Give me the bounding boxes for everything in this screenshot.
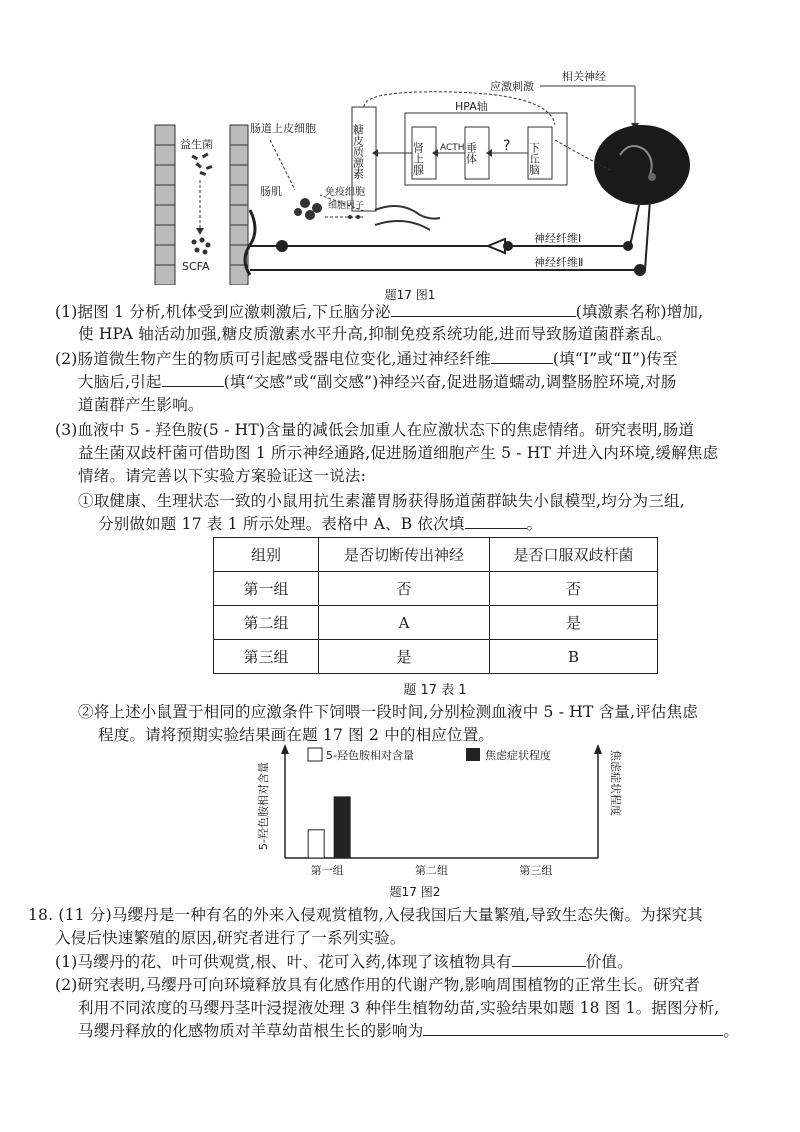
table-17-1: [213, 537, 658, 674]
q18-line2: 入侵后快速繁殖的原因,研究者进行了一系列实验。: [55, 929, 406, 947]
cytokine-label: 细胞因子: [328, 201, 365, 211]
table-header-row: [214, 538, 658, 572]
figure-1-caption: 题17 图1: [384, 288, 436, 302]
bar-anxiety: [334, 797, 350, 858]
epithelium-label: 肠道上皮细胞: [250, 122, 316, 135]
scfa-label: SCFA: [182, 260, 210, 273]
blank-ab[interactable]: [465, 512, 527, 529]
table-row: [214, 640, 658, 674]
cortisol-label: 糖皮质激素: [351, 124, 365, 179]
hypothalamus-label: 下丘脑: [527, 142, 541, 175]
table-caption: 题 17 表 1: [403, 683, 467, 698]
blank-value[interactable]: [512, 950, 586, 967]
y-axis-right-label: 焦虑症状程度: [609, 750, 622, 816]
probiotics-cluster: [191, 153, 212, 176]
legend-label-serotonin: 5-羟色胺相对含量: [326, 749, 414, 762]
q17-part3-line1: (3)血液中 5 - 羟色胺(5 - HT)含量的减低会加重人在应激状态下的焦虑情绪。研究表明,肠道: [55, 421, 695, 439]
figure-1-diagram: [150, 70, 710, 285]
fiber2-label: 神经纤维Ⅱ: [534, 256, 584, 269]
q17-part1-line1: (1)据图 1 分析,机体受到应激刺激后,下丘脑分泌 (填激素名称)增加,: [55, 300, 703, 324]
adrenal-label: 肾上腺: [411, 142, 425, 175]
probiotics-label: 益生菌: [180, 138, 213, 151]
muscle-label: 肠肌: [260, 185, 282, 198]
table-cell: 否: [319, 572, 490, 606]
q18-part2-line2: 利用不同浓度的马缨丹茎叶浸提液处理 3 种伴生植物幼苗,实验结果如题 18 图 1。据图分析,: [78, 999, 720, 1017]
q17-step2-line1: ②将上述小鼠置于相同的应激条件下饲喂一段时间,分别检测血液中 5 - HT 含量,评估焦虑: [78, 703, 699, 721]
q17-part2-line3: 道菌群产生影响。: [78, 396, 204, 414]
figure-2-chart: [250, 742, 630, 882]
table-row: [214, 572, 658, 606]
brain-icon: [594, 125, 690, 205]
table-cell: 第二组: [214, 606, 319, 640]
q17-step2-line2: 程度。请将预期实验结果画在题 17 图 2 中的相应位置。: [98, 726, 495, 744]
fiber1-label: 神经纤维Ⅰ: [534, 232, 582, 245]
q17-part3-line2: 益生菌双歧杆菌可借助图 1 所示神经通路,促进肠道细胞产生 5 - HT 并进入内环境,缓解焦虑: [78, 444, 719, 462]
scfa-dots: [192, 238, 211, 255]
nerve-label: 相关神经: [562, 70, 606, 83]
bar-serotonin: [308, 830, 324, 858]
q17-part3-line3: 情绪。请完善以下实验方案验证这一说法:: [78, 467, 367, 485]
table-cell: 是: [490, 606, 658, 640]
q18-line1: 18. (11 分)马缨丹是一种有名的外来入侵观赏植物,入侵我国后大量繁殖,导致生态失衡。为探究其: [28, 906, 703, 924]
chart-legend: [308, 748, 551, 762]
legend-swatch-anxiety: [466, 748, 480, 761]
blank-hormone[interactable]: [391, 300, 576, 317]
table-cell: 第三组: [214, 640, 319, 674]
figure-2-caption: 题17 图2: [389, 885, 441, 899]
intestine-villi: [375, 206, 440, 230]
stress-label: 应激刺激: [490, 80, 534, 93]
question-mark: ?: [503, 138, 511, 154]
q17-step1-line1: ①取健康、生理状态一致的小鼠用抗生素灌胃肠获得肠道菌群缺失小鼠模型,均分为三组,: [78, 492, 685, 510]
table-cell: 否: [490, 572, 658, 606]
blank-fiber[interactable]: [491, 347, 553, 364]
table-header-cell: 是否切断传出神经: [319, 538, 490, 572]
immune-label: 免疫细胞: [325, 187, 365, 198]
intestinal-wall-left: [155, 125, 175, 285]
pituitary-label: 垂体: [464, 142, 478, 164]
table-cell: 第一组: [214, 572, 319, 606]
x-tick-label: 第一组: [310, 864, 344, 877]
legend-label-anxiety: 焦虑症状程度: [485, 749, 551, 762]
q18-part2-line3: 马缨丹释放的化感物质对羊草幼苗根生长的影响为 。: [78, 1019, 739, 1043]
q17-part2-line2: 大脑后,引起 (填“交感”或“副交感”)神经兴奋,促进肠道蠕动,调整肠腔环境,对肠: [78, 370, 677, 394]
q18-part2-line1: (2)研究表明,马缨丹可向环境释放具有化感作用的代谢产物,影响周围植物的正常生长。研究者: [55, 976, 701, 994]
q17-part2-line1: (2)肠道微生物产生的物质可引起感受器电位变化,通过神经纤维 (填“Ⅰ”或“Ⅱ”)传至: [55, 347, 678, 371]
q17-part1-line2: 使 HPA 轴活动加强,糖皮质激素水平升高,抑制免疫系统功能,进而导致肠道菌群紊乱。: [78, 325, 672, 343]
table-cell: 是: [319, 640, 490, 674]
blank-effect[interactable]: [423, 1019, 723, 1036]
table-row: [214, 606, 658, 640]
x-tick-label: 第三组: [519, 864, 553, 877]
table-cell: A: [319, 606, 490, 640]
immune-cells: [294, 198, 322, 220]
table-header-cell: 是否口服双歧杆菌: [490, 538, 658, 572]
q17-step1-line2: 分别做如题 17 表 1 所示处理。表格中 A、B 依次填 。: [98, 512, 542, 536]
acth-label: ACTH: [440, 143, 465, 153]
legend-swatch-serotonin: [308, 748, 322, 761]
x-tick-label: 第二组: [415, 864, 448, 877]
table-header-cell: 组别: [214, 538, 319, 572]
q18-part1: (1)马缨丹的花、叶可供观赏,根、叶、花可入药,体现了该植物具有 价值。: [55, 950, 633, 974]
hpa-label: HPA轴: [455, 100, 488, 113]
table-cell: B: [490, 640, 658, 674]
blank-sympathetic[interactable]: [162, 370, 224, 387]
y-axis-left-label: 5-羟色胺相对含量: [257, 762, 270, 850]
